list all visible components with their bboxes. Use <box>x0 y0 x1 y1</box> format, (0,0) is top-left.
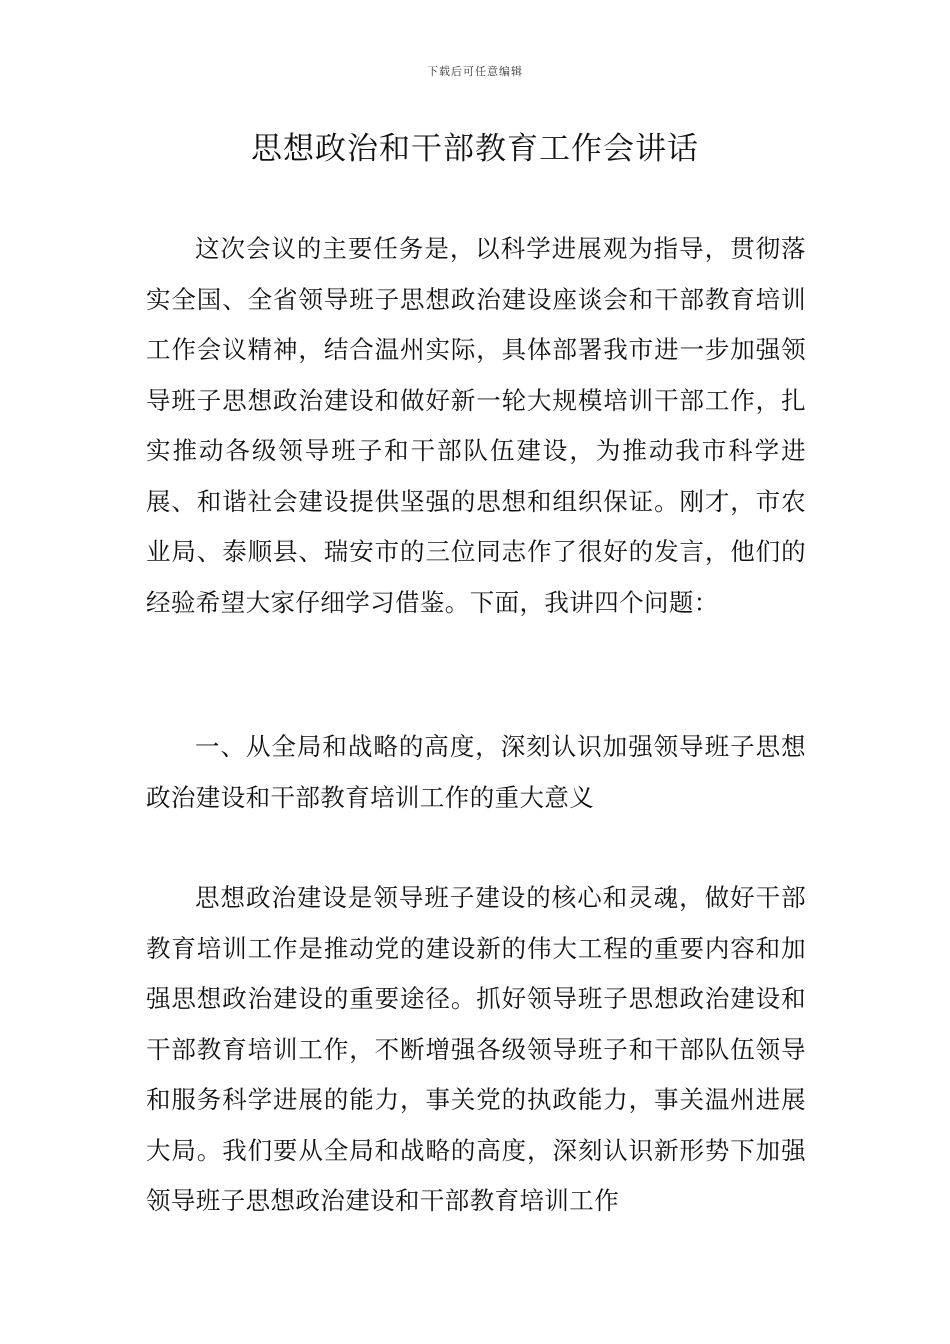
intro-paragraph: 这次会议的主要任务是，以科学进展观为指导，贯彻落实全国、全省领导班子思想政治建设座谈会和干部教育培训工作会议精神，结合温州实际，具体部署我市进一步加强领导班子思想政治建设和做好新一轮大规模培训干部工作，扎实推动各级领导班子和干部队伍建设，为推动我市科学进展、和谐社会建设提供坚强的思想和组织保证。刚才，市农业局、泰顺县、瑞安市的三位同志作了很好的发言，他们的经验希望大家仔细学习借鉴。下面，我讲四个问题： <box>146 234 806 617</box>
section-1-paragraph: 思想政治建设是领导班子建设的核心和灵魂，做好干部教育培训工作是推动党的建设新的伟大工程的重要内容和加强思想政治建设的重要途径。抓好领导班子思想政治建设和干部教育培训工作，不断增强各级领导班子和干部队伍领导和服务科学进展的能力，事关党的执政能力，事关温州进展大局。我们要从全局和战略的高度，深刻认识新形势下加强领导班子思想政治建设和干部教育培训工作 <box>146 883 806 1215</box>
page-header-note: 下载后可任意编辑 <box>427 65 523 78</box>
section-heading-1: 一、从全局和战略的高度，深刻认识加强领导班子思想政治建设和干部教育培训工作的重大意义 <box>146 732 806 812</box>
document-title: 思想政治和干部教育工作会讲话 <box>251 131 699 167</box>
